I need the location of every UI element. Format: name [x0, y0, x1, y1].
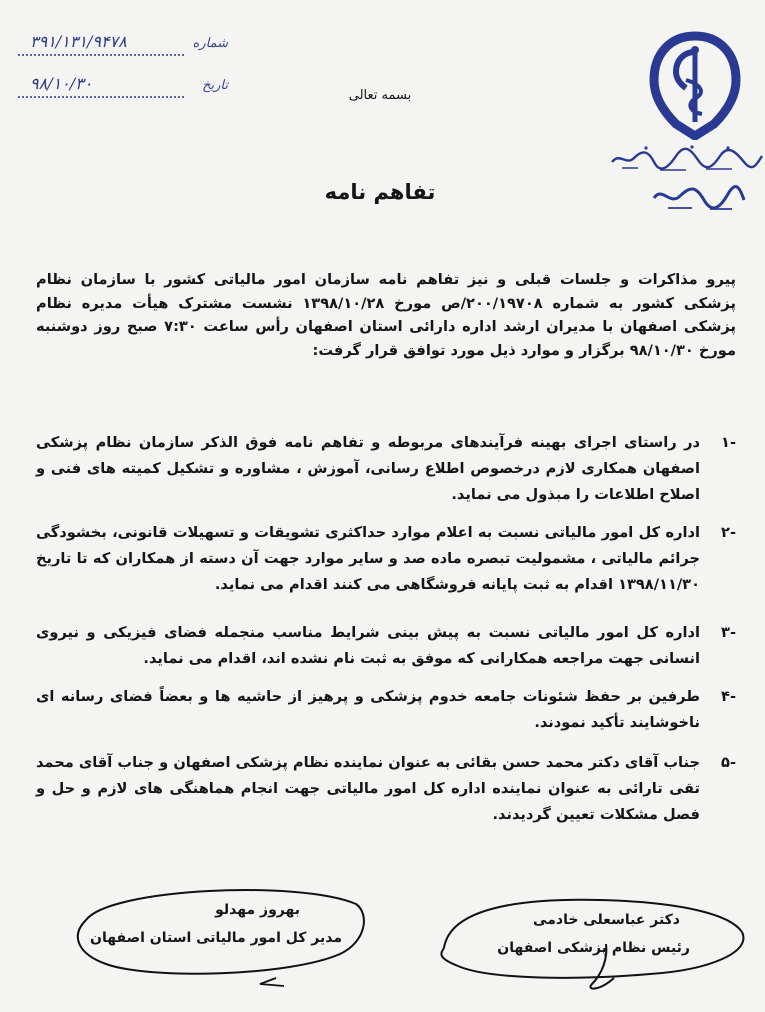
signature-council-head — [430, 888, 750, 998]
caduceus-emblem-icon — [640, 30, 750, 140]
list-item — [36, 520, 736, 598]
item-number: -۱ — [721, 434, 736, 451]
list-item — [36, 750, 736, 828]
letter-date-field — [18, 74, 228, 102]
letter-date-value: ۹۸/۱۰/۳۰ — [30, 74, 93, 93]
intro-paragraph: پیرو مذاکرات و جلسات قبلی و نیز تفاهم نامه سازمان امور مالیاتی کشور با سازمان نظام پزشکی کشور به شماره ۲۰۰/۱۹۷۰۸/ص مورخ ۱۳۹۸/۱۰/۲۸ نشست مشترک هیأت مدیره نظام پزشکی اصفهان با مدیران ارشد اداره دارائی استان اصفهان رأس ساعت ۷:۳۰ صبح روز دوشنبه مورخ ۹۸/۱۰/۳۰ برگزار و موارد ذیل مورد توافق قرار گرفت: — [36, 271, 736, 359]
letter-number-label: شماره — [192, 36, 228, 51]
item-number: -۲ — [721, 524, 736, 541]
signer-name: بهروز مهدلو — [215, 902, 300, 918]
letter-number-value: ۳۹۱/۱۳۱/۹۴۷۸ — [30, 32, 127, 51]
signature-tax-director — [70, 880, 370, 990]
document-title: تفاهم نامه — [324, 180, 436, 204]
date-dotted-line — [18, 96, 184, 98]
list-item — [36, 620, 736, 672]
item-number: -۳ — [721, 624, 736, 641]
signer-name: دکتر عباسعلی خادمی — [533, 912, 680, 928]
list-item — [36, 430, 736, 508]
letter-date-label: تاریخ — [202, 78, 228, 93]
medical-council-logo — [640, 30, 750, 140]
item-text: اداره کل امور مالیاتی نسبت به اعلام موارد حداکثری تشویقات و تسهیلات قانونی، بخشودگی جرائم مالیاتی ، مشمولیت تبصره ماده صد و سایر موارد جهت آن دسته از همکاران که تا تاریخ ۱۳۹۸/۱۱/۳۰ اقدام به ثبت پایانه فروشگاهی می کنند اقدام می نماید. — [36, 524, 700, 593]
invocation-text: بسمه تعالی — [348, 88, 412, 103]
letter-number-field — [18, 32, 228, 60]
item-number: -۴ — [721, 688, 736, 705]
logo-branch-script — [648, 180, 748, 214]
item-text: در راستای اجرای بهینه فرآیندهای مربوطه و تفاهم نامه فوق الذکر سازمان نظام پزشکی اصفهان همکاری لازم درخصوص اطلاع رسانی، آموزش ، مشاوره و تشکیل کمیته های فنی و اصلاح اطلاعات را مبذول می نماید. — [36, 434, 700, 503]
item-number: -۵ — [721, 754, 736, 771]
item-text: اداره کل امور مالیاتی نسبت به پیش بینی شرایط مناسب منجمله فضای فیزیکی و نیروی انسانی جهت مراجعه همکارانی که موفق به ثبت نام نشده اند، اقدام می نماید. — [36, 624, 700, 667]
item-text: طرفین بر حفظ شئونات جامعه خدوم پزشکی و پرهیز از حاشیه ها و بعضاً فضای رسانه ای ناخوشایند تأکید نمودند. — [36, 688, 700, 731]
list-item — [36, 684, 736, 736]
item-text: جناب آقای دکتر محمد حسن بقائی به عنوان نماینده نظام پزشکی اصفهان و جناب آقای محمد تقی تارائی به عنوان نماینده اداره کل امور مالیاتی جهت انجام هماهنگی های لازم و حل و فصل مشکلات تعیین گردیدند. — [36, 754, 700, 823]
signer-role: رئیس نظام پزشکی اصفهان — [497, 940, 690, 956]
logo-organization-script — [608, 142, 764, 176]
signer-role: مدیر کل امور مالیاتی استان اصفهان — [90, 930, 342, 946]
number-dotted-line — [18, 54, 184, 56]
